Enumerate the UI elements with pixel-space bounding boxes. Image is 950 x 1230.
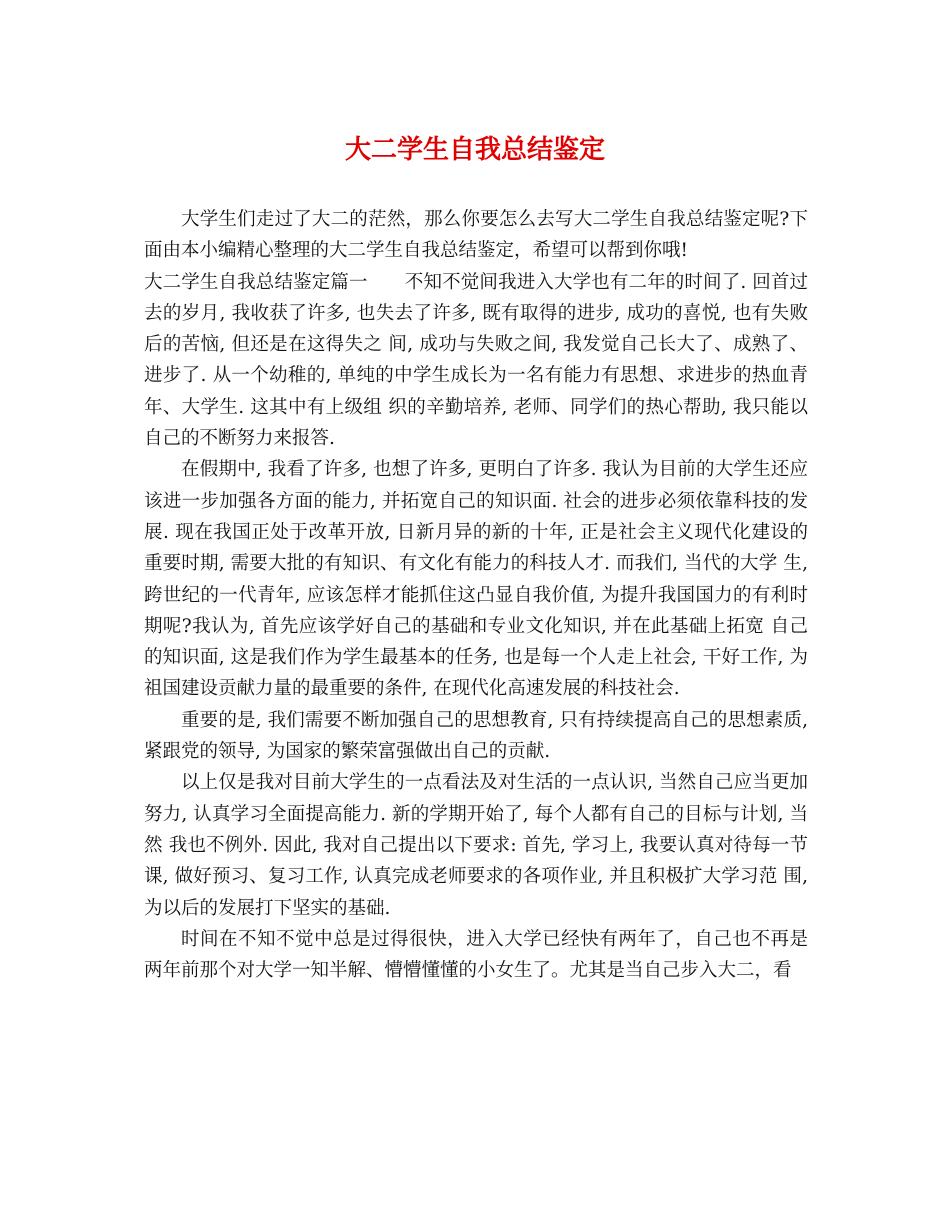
document-title: 大二学生自我总结鉴定 xyxy=(344,135,605,165)
paragraph-vacation: 在假期中, 我看了许多, 也想了许多, 更明白了许多. 我认为目前的大学生还应该进一步加强各方面的能力, 并拓宽自己的知识面. 社会的进步必须依靠科技的发展. 现在我国正处于改革开放, 日新月异的新的十年, 正是社会主义现代化建设的重要时期, 需要大批的有知识、有文化有能力的科技人才. 而我们, 当代的大学 生, 跨世纪的一代青年, 应该怎样才能抓住这凸显自我价值, 为提升我国国力的有利时期呢?我认为, 首先应该学好自己的基础和专业文化知识, 并在此基础上拓宽 自己的知识面, 这是我们作为学生最基本的任务, 也是每一个人走上社会, 干好工作, 为祖国建设贡献力量的最重要的条件, 在现代化高速发展的科技社会. xyxy=(144,459,808,700)
paragraph-time: 时间在不知不觉中总是过得很快，进入大学已经快有两年了，自己也不再是两年前那个对大学一知半解、懵懵懂懂的小女生了。尤其是当自己步入大二，看 xyxy=(144,928,808,982)
paragraph-ideology: 重要的是, 我们需要不断加强自己的思想教育, 只有持续提高自己的思想素质, 紧跟党的领导, 为国家的繁荣富强做出自己的贡献. xyxy=(144,709,808,763)
paragraph-intro: 大学生们走过了大二的茫然，那么你要怎么去写大二学生自我总结鉴定呢?下面由本小编精心整理的大二学生自我总结鉴定，希望可以帮到你哦! xyxy=(144,209,808,262)
paragraph-section-one: 大二学生自我总结鉴定篇一 不知不觉间我进入大学也有二年的时间了. 回首过去的岁月, 我收获了许多, 也失去了许多, 既有取得的进步, 成功的喜悦, 也有失败后的苦恼, 但还是在这得失之 间, 成功与失败之间, 我发觉自己长大了、成熟了、进步了. 从一个幼稚的, 单纯的中学生成长为一名有能力有思想、求进步的热血青年、大学生. 这其中有上级组 织的辛勤培养, 老师、同学们的热心帮助, 我只能以自己的不断努力来报答. xyxy=(144,271,808,450)
paragraph-requirements: 以上仅是我对目前大学生的一点看法及对生活的一点认识, 当然自己应当更加努力, 认真学习全面提高能力. 新的学期开始了, 每个人都有自己的目标与计划, 当然 我也不例外. 因此, 我对自己提出以下要求: 首先, 学习上, 我要认真对待每一节课, 做好预习、复习工作, 认真完成老师要求的各项作业, 并且积极扩大学习范 围, 为以后的发展打下坚实的基础. xyxy=(144,772,808,919)
document-body xyxy=(144,204,808,986)
